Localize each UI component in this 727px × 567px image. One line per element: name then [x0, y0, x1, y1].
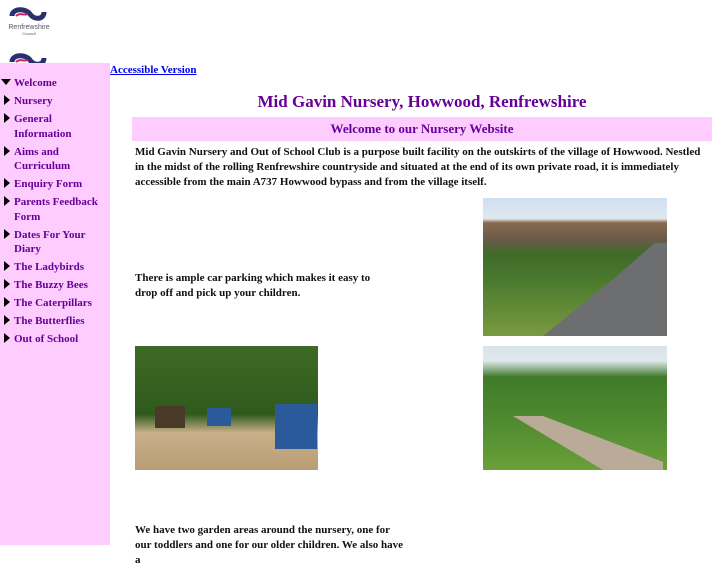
nav-general-information[interactable]: General Information — [0, 112, 110, 141]
nav-buzzy-bees[interactable]: The Buzzy Bees — [0, 278, 110, 293]
gardens-text: We have two garden areas around the nursery, one for our toddlers and one for our older children. We also have a — [135, 524, 404, 566]
photo-garden-path — [483, 346, 667, 470]
council-logo-small — [6, 50, 52, 63]
sidebar-nav — [0, 63, 110, 545]
nav-butterflies[interactable]: The Butterflies — [0, 314, 110, 329]
caret-right-icon — [4, 95, 10, 105]
intro-text: Mid Gavin Nursery and Out of School Club is a purpose built facility on the outskirts of the village of Howwood. Nestled in the midst of the rolling Renfrewshire countryside and situated at the end of its own private road, it is immediately accessible from the main A737 Howwood bypass and from the village itself. — [135, 146, 701, 188]
parking-text: There is ample car parking which makes it easy to drop off and pick up your children. — [135, 272, 371, 299]
photo-nursery-road — [483, 198, 667, 336]
caret-right-icon — [4, 261, 10, 271]
accessible-version-link[interactable]: Accessible Version — [110, 64, 197, 76]
caret-right-icon — [4, 279, 10, 289]
nav-welcome[interactable]: Welcome — [0, 76, 110, 91]
caret-right-icon — [4, 333, 10, 343]
caret-right-icon — [4, 229, 10, 239]
nav-enquiry-form[interactable]: Enquiry Form — [0, 177, 110, 192]
caret-right-icon — [4, 178, 10, 188]
nav-parents-feedback[interactable]: Parents Feedback Form — [0, 195, 110, 224]
caret-down-icon — [1, 79, 11, 85]
nav-out-of-school[interactable]: Out of School — [0, 332, 110, 347]
council-logo: Renfrewshire Council — [6, 4, 52, 36]
caret-right-icon — [4, 297, 10, 307]
caret-right-icon — [4, 113, 10, 123]
nav-nursery[interactable]: Nursery — [0, 94, 110, 109]
photo-playground — [135, 346, 318, 470]
nav-aims-curriculum[interactable]: Aims and Curriculum — [0, 145, 110, 174]
nav-ladybirds[interactable]: The Ladybirds — [0, 260, 110, 275]
caret-right-icon — [4, 196, 10, 206]
caret-right-icon — [4, 146, 10, 156]
nav-caterpillars[interactable]: The Caterpillars — [0, 296, 110, 311]
welcome-banner: Welcome to our Nursery Website — [132, 117, 712, 141]
page-title: Mid Gavin Nursery, Howwood, Renfrewshire — [257, 92, 587, 111]
nav-dates[interactable]: Dates For Your Diary — [0, 228, 110, 257]
caret-right-icon — [4, 315, 10, 325]
